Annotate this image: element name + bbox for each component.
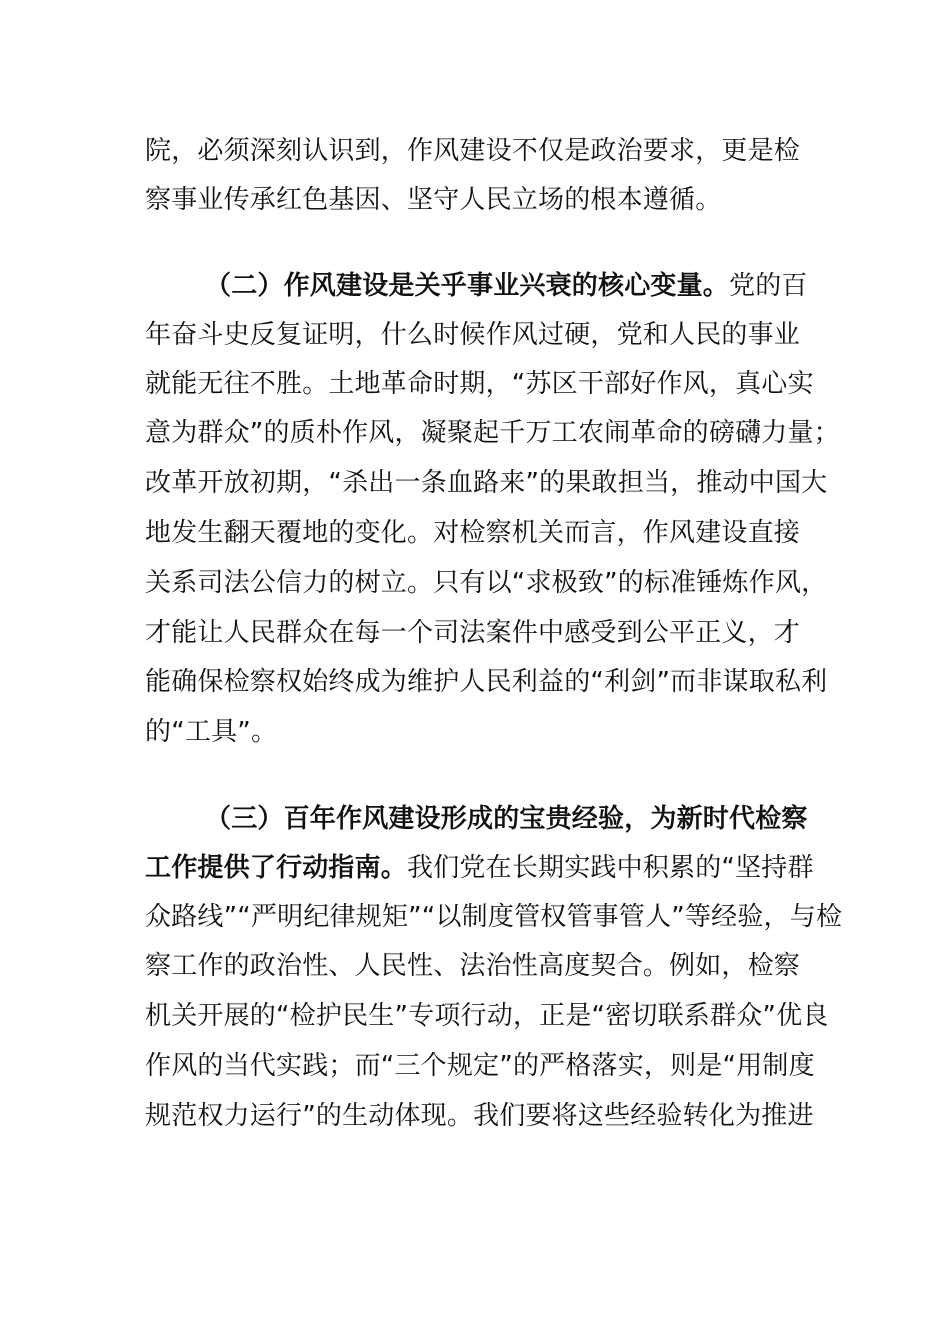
paragraph-3-line-2-rest: 我们党在长期实践中积累的“坚持群 — [407, 853, 814, 883]
paragraph-2-line-4: 意为群众”的质朴作风，凝聚起千万工农闹革命的磅礴力量； — [145, 418, 840, 448]
paragraph-2-line-2: 年奋斗史反复证明，什么时候作风过硬，党和人民的事业 — [145, 320, 801, 350]
paragraph-2-heading: （二）作风建设是关乎事业兴衰的核心变量。 — [205, 271, 730, 301]
paragraph-2-line-9: 能确保检察权始终成为维护人民利益的“利剑”而非谋取私利 — [145, 667, 828, 697]
paragraph-3-heading-line-1: （三）百年作风建设形成的宝贵经验，为新时代检察 — [205, 804, 808, 834]
paragraph-3-line-7: 规范权力运行”的生动体现。我们要将这些经验转化为推进 — [145, 1101, 814, 1131]
paragraph-2-line-3: 就能无往不胜。土地革命时期，“苏区干部好作风，真心实 — [145, 369, 814, 399]
paragraph-2-line-8: 才能让人民群众在每一个司法案件中感受到公平正义，才 — [145, 618, 801, 648]
paragraph-3-line-4: 察工作的政治性、人民性、法治性高度契合。例如，检察 — [145, 951, 801, 981]
paragraph-1-line-2: 察事业传承红色基因、坚守人民立场的根本遵循。 — [145, 185, 722, 215]
paragraph-3-line-5: 机关开展的“检护民生”专项行动，正是“密切联系群众”优良 — [145, 1001, 829, 1031]
paragraph-2-line-6: 地发生翻天覆地的变化。对检察机关而言，作风建设直接 — [145, 518, 801, 548]
paragraph-2-line-1 — [205, 266, 825, 306]
paragraph-2-line-1-rest: 党的百 — [729, 271, 808, 301]
paragraph-3-heading-line-2: 工作提供了行动指南。 — [145, 853, 408, 883]
paragraph-1-line-1: 院，必须深刻认识到，作风建设不仅是政治要求，更是检 — [145, 136, 801, 166]
paragraph-2-line-7: 关系司法公信力的树立。只有以“求极致”的标准锤炼作风， — [145, 568, 828, 598]
paragraph-3-line-2 — [145, 848, 825, 888]
paragraph-2-line-5: 改革开放初期，“杀出一条血路来”的果敢担当，推动中国大 — [145, 468, 828, 498]
paragraph-3-line-6: 作风的当代实践；而“三个规定”的严格落实，则是“用制度 — [145, 1051, 815, 1081]
paragraph-2-line-10: 的“工具”。 — [145, 717, 278, 747]
paragraph-3-line-3: 众路线”“严明纪律规矩”“以制度管权管事管人”等经验，与检 — [145, 902, 843, 932]
